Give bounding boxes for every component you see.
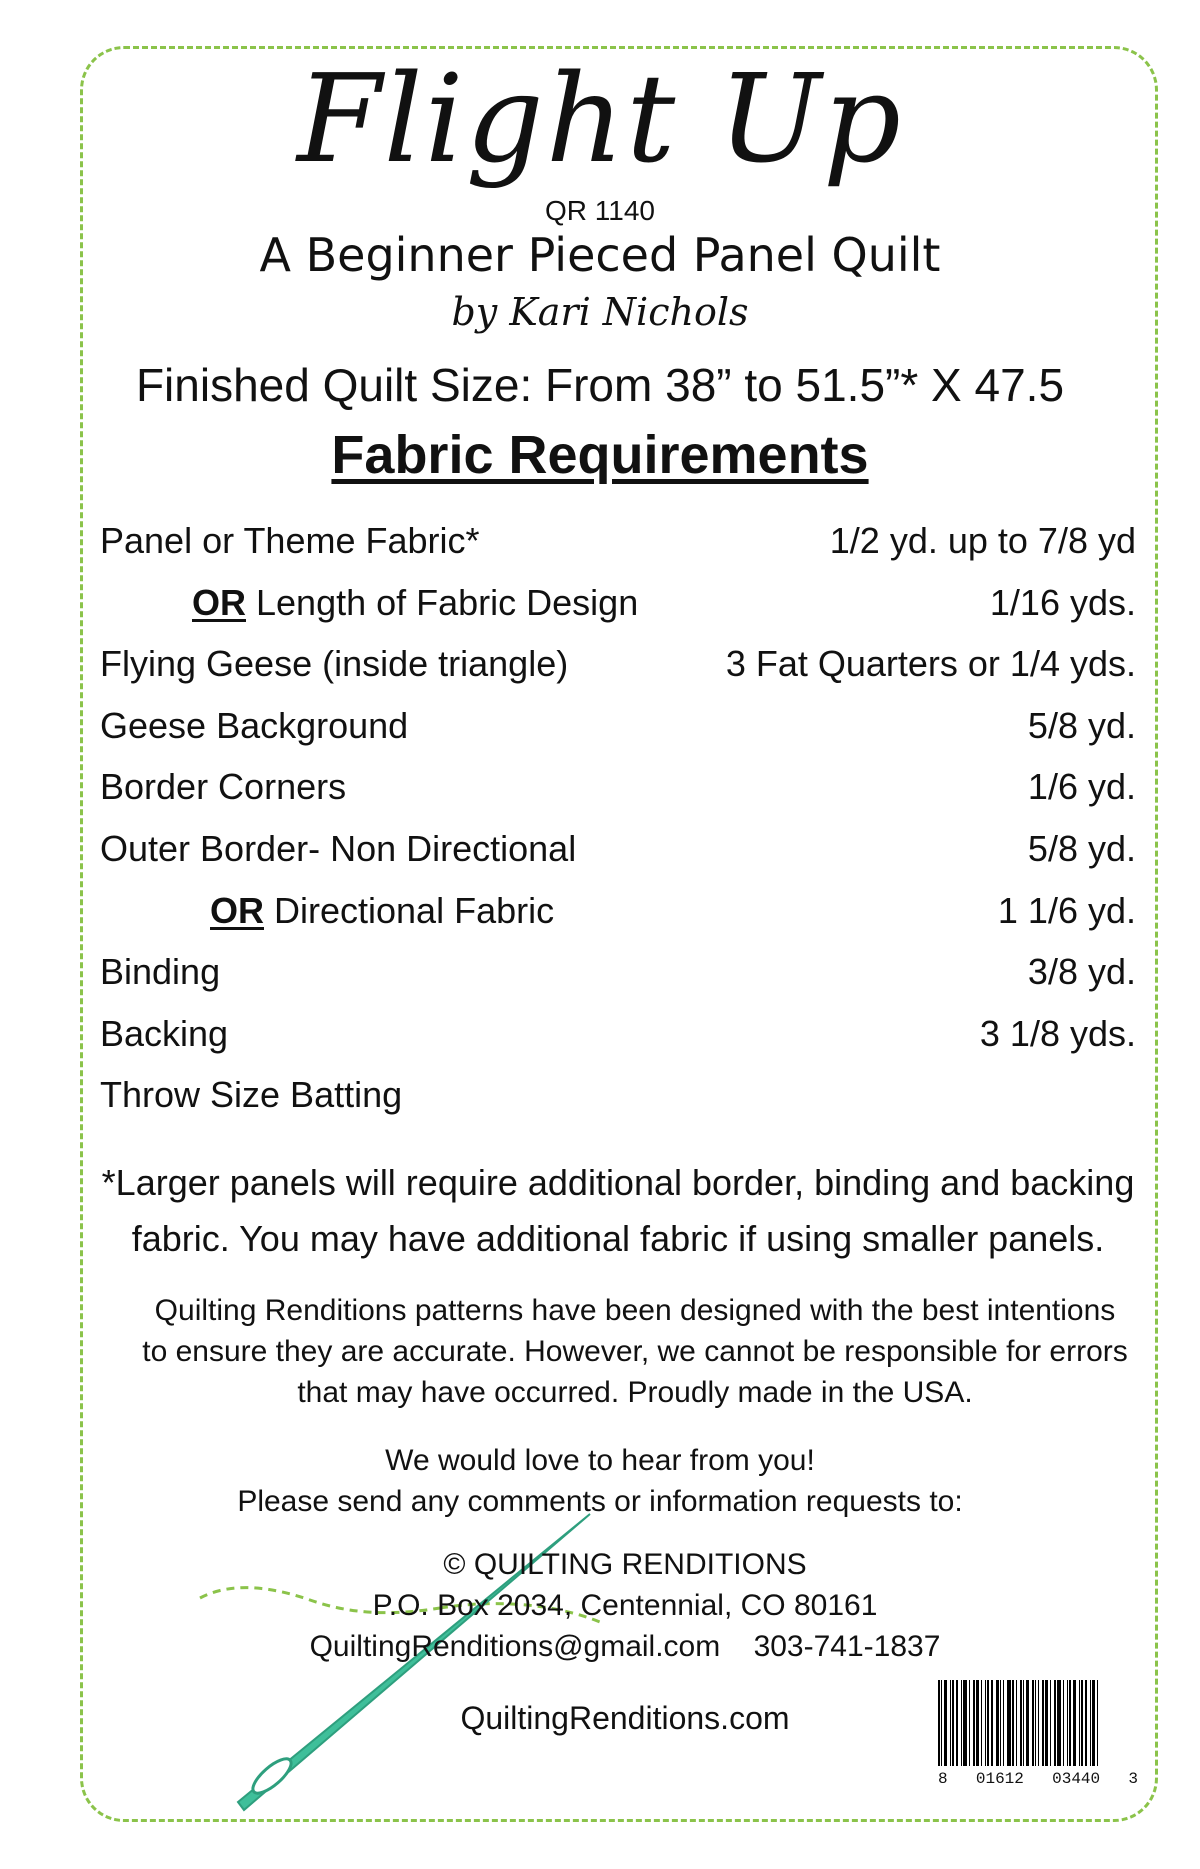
barcode-bar	[1054, 1680, 1056, 1766]
contact-invitation: We would love to hear from you! Please send any comments or information requests to:	[237, 1444, 963, 1518]
barcode	[938, 1680, 1138, 1798]
requirement-row	[100, 766, 1136, 828]
requirement-label: Throw Size Batting	[100, 1074, 403, 1116]
barcode-bar	[961, 1680, 962, 1766]
requirement-quantity: 3/8 yd.	[1027, 951, 1136, 993]
barcode-bar	[944, 1680, 947, 1766]
pattern-subtitle: A Beginner Pieced Panel Quilt	[259, 228, 941, 282]
phone-number: 303-741-1837	[753, 1630, 941, 1663]
requirement-row	[100, 1013, 1136, 1075]
panel-size-note: *Larger panels will require additional border, binding and backing fabric. You may have additional fabric if using smaller panels.	[101, 1162, 1135, 1259]
barcode-bar	[969, 1680, 970, 1766]
requirement-quantity: 1/2 yd. up to 7/8 yd	[829, 520, 1136, 561]
pattern-code: QR 1140	[545, 195, 655, 226]
barcode-bar	[1057, 1680, 1061, 1766]
requirement-quantity: 3 1/8 yds.	[979, 1012, 1136, 1054]
barcode-digits: 8 01612 03440 3	[938, 1770, 1138, 1788]
requirement-row	[100, 582, 1136, 644]
barcode-bar	[1092, 1680, 1095, 1766]
barcode-bar	[1042, 1680, 1044, 1766]
barcode-bar	[976, 1680, 979, 1766]
requirement-row	[100, 643, 1136, 705]
requirement-label: Geese Background	[100, 704, 409, 746]
barcode-bars	[938, 1680, 1138, 1766]
requirement-quantity: 5/8 yd.	[1027, 827, 1136, 869]
barcode-bar	[973, 1680, 975, 1766]
email-address: QuiltingRenditions@gmail.com	[309, 1630, 721, 1663]
barcode-bar	[985, 1680, 986, 1766]
requirement-label: OR Length of Fabric Design	[192, 581, 639, 623]
barcode-bar	[1050, 1680, 1051, 1766]
barcode-bar	[981, 1680, 982, 1766]
website-url: QuiltingRenditions.com	[460, 1700, 790, 1736]
requirement-label: Flying Geese (inside triangle)	[100, 643, 569, 685]
barcode-bar	[996, 1680, 999, 1766]
barcode-bar	[1003, 1680, 1004, 1766]
barcode-bar	[1032, 1680, 1034, 1766]
po-box: P.O. Box 2034, Centennial, CO 80161	[372, 1589, 878, 1622]
requirement-row	[100, 951, 1136, 1013]
requirement-quantity: 3 Fat Quarters or 1/4 yds.	[725, 643, 1136, 685]
barcode-bar	[1045, 1680, 1048, 1766]
requirement-label: Panel or Theme Fabric*	[100, 520, 480, 561]
barcode-bar	[1063, 1680, 1064, 1766]
barcode-bar	[950, 1680, 951, 1766]
requirement-label: Backing	[100, 1012, 229, 1054]
requirement-label: Border Corners	[100, 766, 347, 808]
barcode-bar	[1023, 1680, 1024, 1766]
disclaimer: Quilting Renditions patterns have been designed with the best intentions to ensure they are accurate. However, we cannot be responsible for errors that may have occurred. Proudly made in the USA.	[142, 1294, 1128, 1409]
requirement-row	[100, 1074, 1136, 1136]
requirement-row	[100, 890, 1136, 952]
barcode-bar	[1038, 1680, 1039, 1766]
or-marker: OR	[210, 889, 264, 931]
barcode-bar	[1012, 1680, 1014, 1766]
barcode-bar	[1085, 1680, 1087, 1766]
requirement-row	[100, 828, 1136, 890]
barcode-bar	[1090, 1680, 1091, 1766]
barcode-bar	[1007, 1680, 1011, 1766]
barcode-bar	[1016, 1680, 1017, 1766]
barcode-bar	[1081, 1680, 1083, 1766]
or-marker: OR	[192, 581, 246, 623]
requirement-quantity: 1/16 yds.	[989, 581, 1136, 623]
requirement-quantity: 5/8 yd.	[1027, 704, 1136, 746]
barcode-bar	[963, 1680, 967, 1766]
requirement-row	[100, 705, 1136, 767]
finished-size: Finished Quilt Size: From 38” to 51.5”* X 47.5	[135, 359, 1065, 411]
designer-byline: by Kari Nichols	[451, 290, 749, 334]
fabric-requirements-heading: Fabric Requirements	[331, 425, 869, 485]
barcode-bar	[991, 1680, 993, 1766]
address-block	[290, 1544, 960, 1667]
barcode-bar	[1026, 1680, 1029, 1766]
barcode-bar	[938, 1680, 940, 1766]
barcode-bar	[1069, 1680, 1071, 1766]
requirement-label: Binding	[100, 951, 221, 993]
barcode-bar	[952, 1680, 954, 1766]
barcode-bar	[1035, 1680, 1036, 1766]
pattern-title: Flight Up	[296, 48, 904, 190]
barcode-bar	[1079, 1680, 1080, 1766]
requirement-row	[100, 520, 1136, 582]
barcode-bar	[1000, 1680, 1001, 1766]
requirement-label: OR Directional Fabric	[210, 889, 555, 931]
barcode-bar	[1020, 1680, 1022, 1766]
requirement-label: Outer Border- Non Directional	[100, 827, 577, 869]
barcode-bar	[987, 1680, 989, 1766]
requirement-quantity: 1/6 yd.	[1027, 766, 1136, 808]
barcode-bar	[956, 1680, 958, 1766]
company-name: © QUILTING RENDITIONS	[443, 1548, 807, 1581]
barcode-bar	[1073, 1680, 1076, 1766]
requirements-list	[100, 520, 1136, 1136]
barcode-bar	[1067, 1680, 1068, 1766]
barcode-bar	[941, 1680, 942, 1766]
requirement-quantity: 1 1/6 yd.	[997, 889, 1136, 931]
barcode-bar	[1097, 1680, 1098, 1766]
